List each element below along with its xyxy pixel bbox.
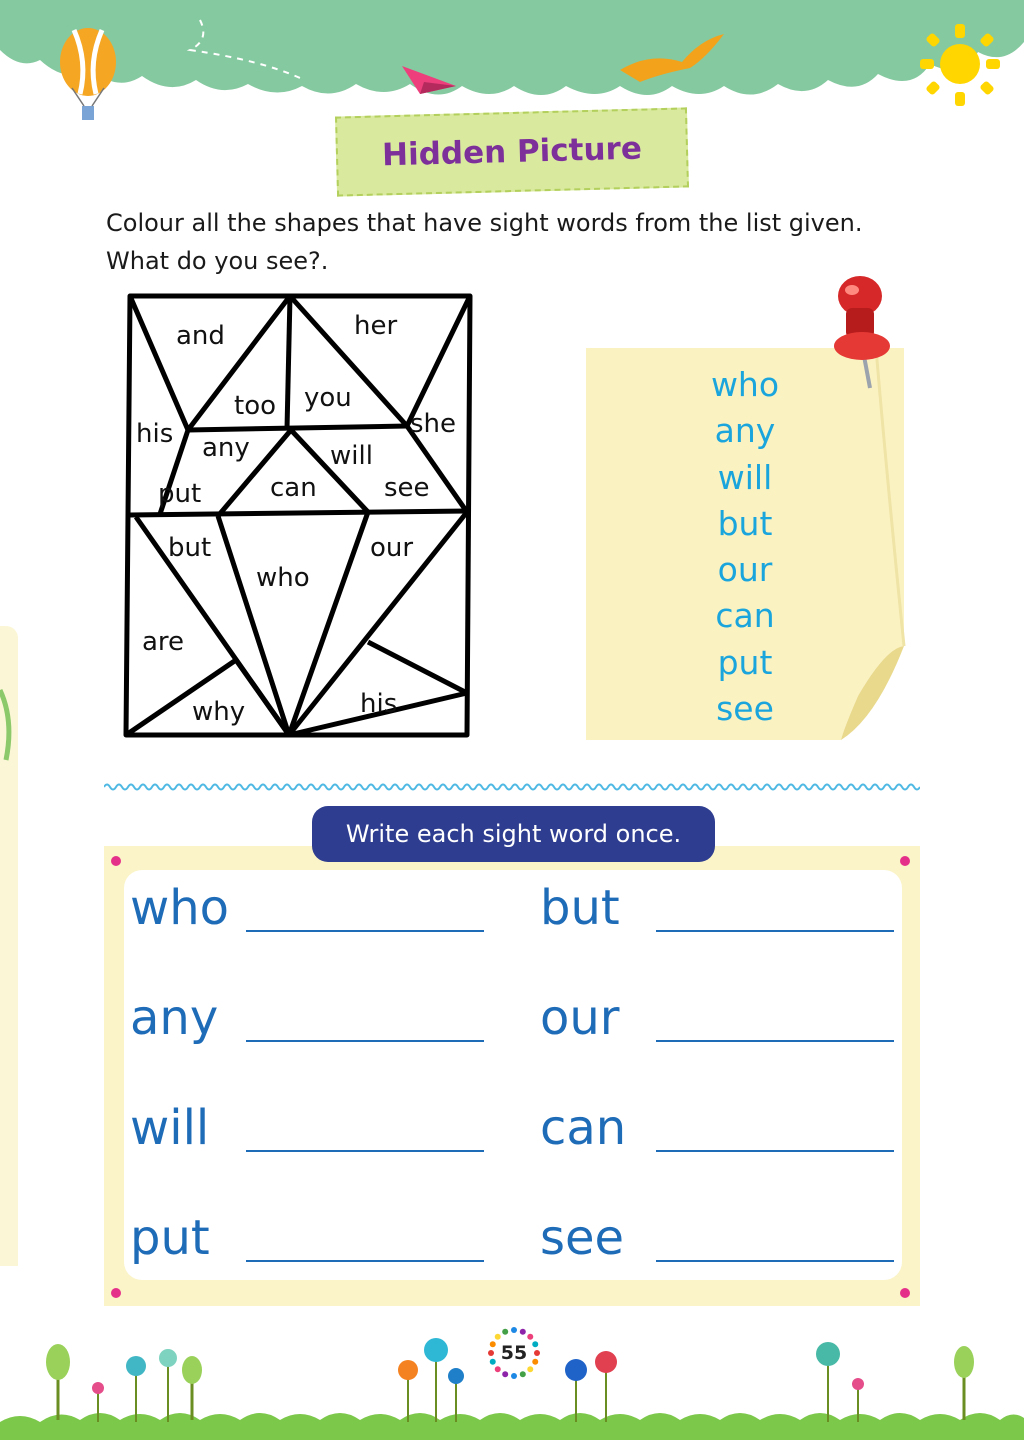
word-list-item: see — [716, 689, 774, 729]
puzzle-word: she — [410, 409, 457, 439]
writing-line[interactable] — [246, 930, 484, 932]
wavy-divider — [104, 780, 920, 794]
practice-word: put — [130, 1210, 210, 1266]
sun-icon — [920, 24, 1000, 106]
practice-row — [540, 1208, 900, 1278]
puzzle-word: see — [384, 473, 430, 503]
puzzle-word: too — [234, 391, 277, 421]
pin-dot-icon — [111, 1288, 121, 1298]
pin-dot-icon — [900, 1288, 910, 1298]
writing-line[interactable] — [246, 1260, 484, 1262]
puzzle-word: why — [192, 697, 246, 727]
write-instruction-banner: Write each sight word once. — [312, 806, 715, 862]
practice-row — [130, 988, 490, 1058]
practice-word: any — [130, 990, 219, 1046]
puzzle-word: will — [330, 441, 373, 471]
practice-word: but — [540, 880, 620, 936]
puzzle-word: can — [270, 473, 317, 503]
writing-line[interactable] — [656, 930, 894, 932]
word-list-item: put — [717, 642, 773, 682]
push-pin-icon — [828, 272, 908, 392]
practice-row — [540, 878, 900, 948]
pin-dot-icon — [900, 856, 910, 866]
writing-line[interactable] — [656, 1040, 894, 1042]
practice-row — [130, 1208, 490, 1278]
puzzle-word: her — [354, 311, 398, 341]
puzzle-word: are — [142, 627, 185, 657]
puzzle-word: our — [370, 533, 414, 563]
practice-word: see — [540, 1210, 625, 1266]
title-badge — [335, 107, 689, 196]
puzzle-word: who — [256, 563, 310, 593]
puzzle-word: put — [158, 479, 202, 509]
hot-air-balloon-icon — [60, 28, 116, 120]
word-list-item: but — [717, 503, 773, 543]
lollipop-icon — [92, 1338, 864, 1422]
puzzle-word: his — [136, 419, 174, 449]
top-cloud-banner — [0, 0, 1024, 130]
puzzle-word: any — [202, 433, 250, 463]
writing-line[interactable] — [246, 1040, 484, 1042]
word-list-item: our — [717, 550, 773, 590]
practice-row — [540, 1098, 900, 1168]
page-title: Hidden Picture — [381, 130, 643, 174]
page-number: 55 — [500, 1342, 528, 1364]
instruction-text: Colour all the shapes that have sight words from the list given. What do you see?. — [106, 209, 863, 275]
practice-row — [130, 878, 490, 948]
writing-line[interactable] — [246, 1150, 484, 1152]
puzzle-word: but — [168, 533, 212, 563]
sight-word-list — [690, 362, 800, 732]
practice-word: our — [540, 990, 620, 1046]
practice-word: who — [130, 880, 230, 936]
page-number-badge — [487, 1326, 541, 1380]
practice-row — [540, 988, 900, 1058]
puzzle-word: and — [176, 321, 225, 351]
word-list-item: will — [717, 457, 773, 497]
word-list-item: can — [715, 596, 775, 636]
word-list-item: who — [710, 365, 780, 404]
practice-word: can — [540, 1100, 627, 1156]
hidden-picture-puzzle — [120, 288, 480, 743]
pin-dot-icon — [111, 856, 121, 866]
writing-line[interactable] — [656, 1260, 894, 1262]
puzzle-word: you — [304, 383, 352, 413]
practice-rows — [130, 878, 900, 1278]
puzzle-word: his — [360, 689, 398, 719]
word-list-item: any — [714, 411, 776, 451]
vine-icon — [0, 680, 20, 770]
practice-row — [130, 1098, 490, 1168]
practice-word: will — [130, 1100, 210, 1156]
writing-line[interactable] — [656, 1150, 894, 1152]
